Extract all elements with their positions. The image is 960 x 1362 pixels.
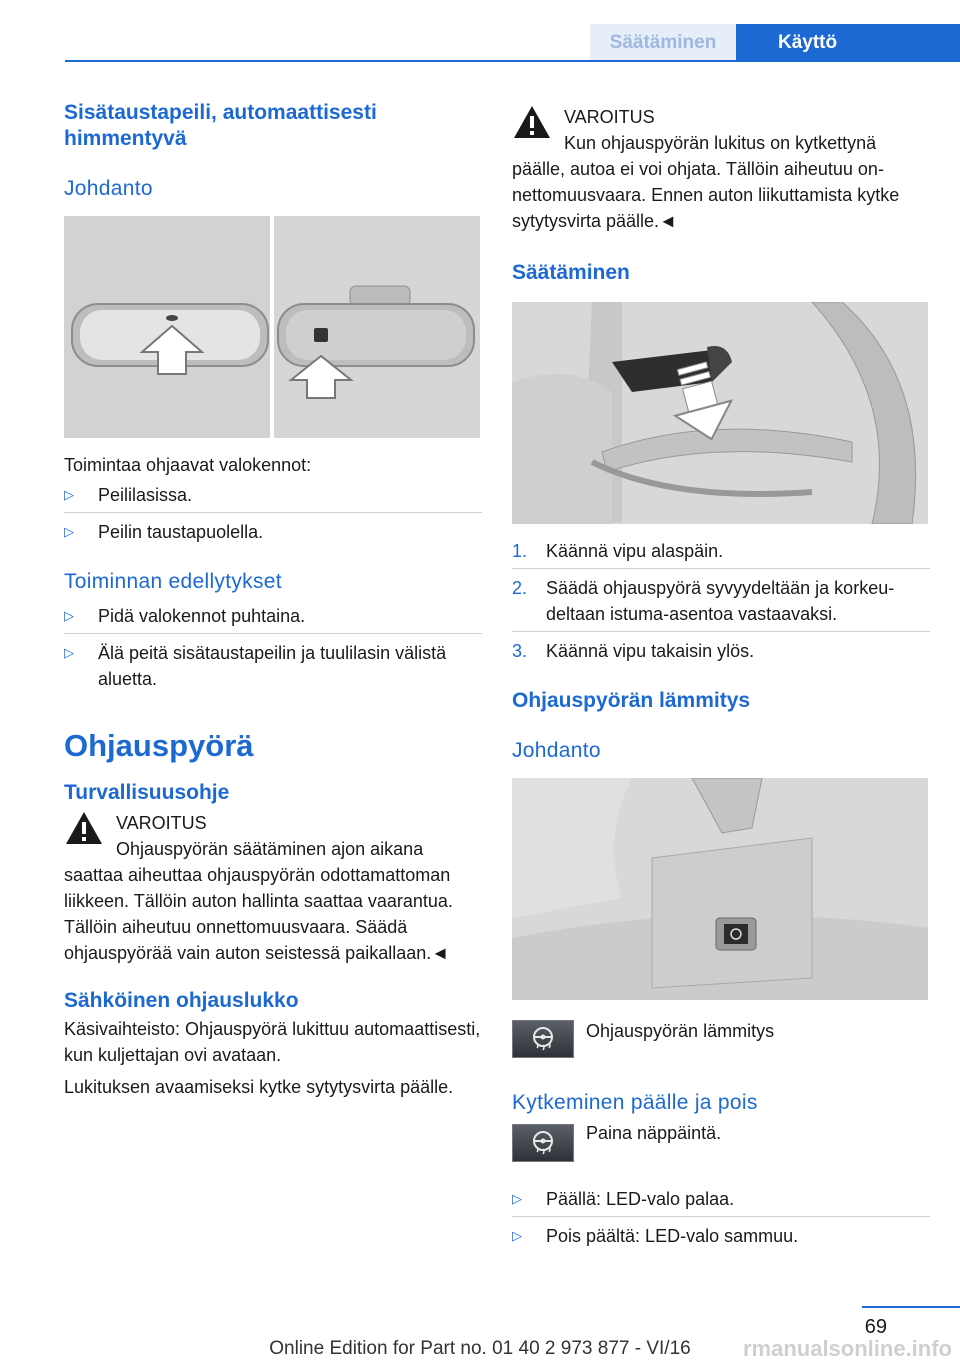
lever-figure: [512, 302, 928, 524]
list-item-text: Päällä: LED-valo palaa.: [546, 1189, 735, 1209]
chapter-title: Ohjauspyörä: [64, 728, 254, 763]
warning-text: saattaa aiheuttaa ohjauspyörän odottamattoman liikkeen. Tällöin auton hallinta saattaa vaarantua. Tällöin aiheutuu onnettomuusvaara. Säädä ohjauspyörää vain auton seistessä paikallaan.◄: [64, 865, 453, 963]
triangle-right-icon: ▷: [64, 487, 74, 502]
list-item-text: Käännä vipu alaspäin.: [546, 541, 724, 561]
list-item: [512, 1223, 930, 1249]
mirror-title: Sisätaustapeili, automaattisesti himmentyvä: [64, 101, 377, 150]
list-item: [64, 482, 482, 513]
warning-box: [512, 104, 930, 234]
adjust-heading: Säätäminen: [512, 261, 630, 284]
list-item-text: Älä peitä sisätaustapeilin ja tuulilasin välistä aluetta.: [98, 643, 447, 689]
list-item: [64, 603, 482, 634]
header-tab-section: Säätäminen: [590, 24, 736, 62]
heating-heading: Ohjauspyörän lämmitys: [512, 689, 751, 712]
list-item: [512, 538, 930, 569]
triangle-right-icon: ▷: [512, 1191, 522, 1206]
page-number: 69: [864, 1316, 887, 1338]
list-item: [512, 1186, 930, 1217]
warning-lead: Ohjauspyörän säätäminen ajon aikana: [116, 839, 424, 859]
sensors-text: Toimintaa ohjaavat valokennot:: [64, 455, 312, 475]
warning-lead: Kun ohjauspyörän lukitus on kytkettynä: [564, 133, 877, 153]
list-item-text: Säädä ohjauspyörä syvyydeltään ja korkeudeltaan istuma-asentoa vastaavaksi.: [546, 578, 895, 624]
left-column: [64, 100, 482, 1100]
step-number: 1.: [512, 541, 528, 561]
heating-intro-heading: Johdanto: [512, 739, 601, 762]
steering-wheel-heat-icon: [512, 1020, 574, 1058]
steering-wheel-heat-icon: [512, 1124, 574, 1162]
requirements-heading: Toiminnan edellytykset: [64, 570, 282, 593]
lever-illustration: [512, 302, 928, 524]
lock-heading: Sähköinen ohjauslukko: [64, 989, 299, 1012]
warning-triangle-icon: [512, 104, 552, 140]
step-number: 3.: [512, 641, 528, 661]
list-item-text: Peilin taustapuolella.: [98, 522, 264, 542]
header-tab-active: Käyttö: [736, 24, 960, 62]
list-item: [64, 640, 482, 692]
heating-figure: [512, 778, 928, 1000]
triangle-right-icon: ▷: [64, 608, 74, 623]
mirror-intro-heading: Johdanto: [64, 177, 153, 200]
lock-text-1: Käsivaihteisto: Ohjauspyörä lukittuu automaattisesti, kun kuljettajan ovi avataan.: [64, 1019, 481, 1065]
list-item: [512, 638, 930, 664]
mirror-illustration: [64, 216, 480, 438]
heating-button-label: Ohjauspyörän lämmitys: [586, 1021, 775, 1041]
safety-heading: Turvallisuusohje: [64, 781, 230, 804]
footer-rule: [862, 1306, 960, 1308]
warning-triangle-icon: [64, 810, 104, 846]
list-item-text: Pois päältä: LED-valo sammuu.: [546, 1226, 799, 1246]
list-item: [512, 575, 930, 632]
states-list: [512, 1186, 930, 1249]
warning-text: päälle, autoa ei voi ohjata. Tällöin aiheutuu onnettomuusvaara. Ennen auton liikuttamista kytke sytytysvirta päälle.◄: [512, 159, 900, 231]
onoff-button-row: [512, 1124, 930, 1164]
list-item-text: Pidä valokennot puhtaina.: [98, 606, 306, 626]
adjust-steps: [512, 538, 930, 664]
step-number: 2.: [512, 578, 528, 598]
sensors-list: [64, 482, 482, 545]
onoff-heading: Kytkeminen päälle ja pois: [512, 1091, 758, 1114]
warning-box: [64, 810, 482, 966]
triangle-right-icon: ▷: [512, 1228, 522, 1243]
onoff-text: Paina näppäintä.: [586, 1123, 722, 1143]
edition-text: Online Edition for Part no. 01 40 2 973 877 - VI/16: [269, 1338, 691, 1359]
header-rule: [65, 60, 960, 62]
mirror-figure: [64, 216, 480, 438]
triangle-right-icon: ▷: [64, 645, 74, 660]
requirements-list: [64, 603, 482, 692]
list-item-text: Peililasissa.: [98, 485, 193, 505]
triangle-right-icon: ▷: [64, 524, 74, 539]
heating-button-row: [512, 1020, 930, 1060]
lock-text-2: Lukituksen avaamiseksi kytke sytytysvirta päälle.: [64, 1077, 454, 1097]
warning-title: VAROITUS: [116, 813, 207, 833]
warning-title: VAROITUS: [564, 107, 655, 127]
heating-illustration: [512, 778, 928, 1000]
list-item: [64, 519, 482, 545]
list-item-text: Käännä vipu takaisin ylös.: [546, 641, 755, 661]
watermark: rmanualsonline.info: [742, 1336, 952, 1361]
right-column: [512, 104, 930, 1249]
